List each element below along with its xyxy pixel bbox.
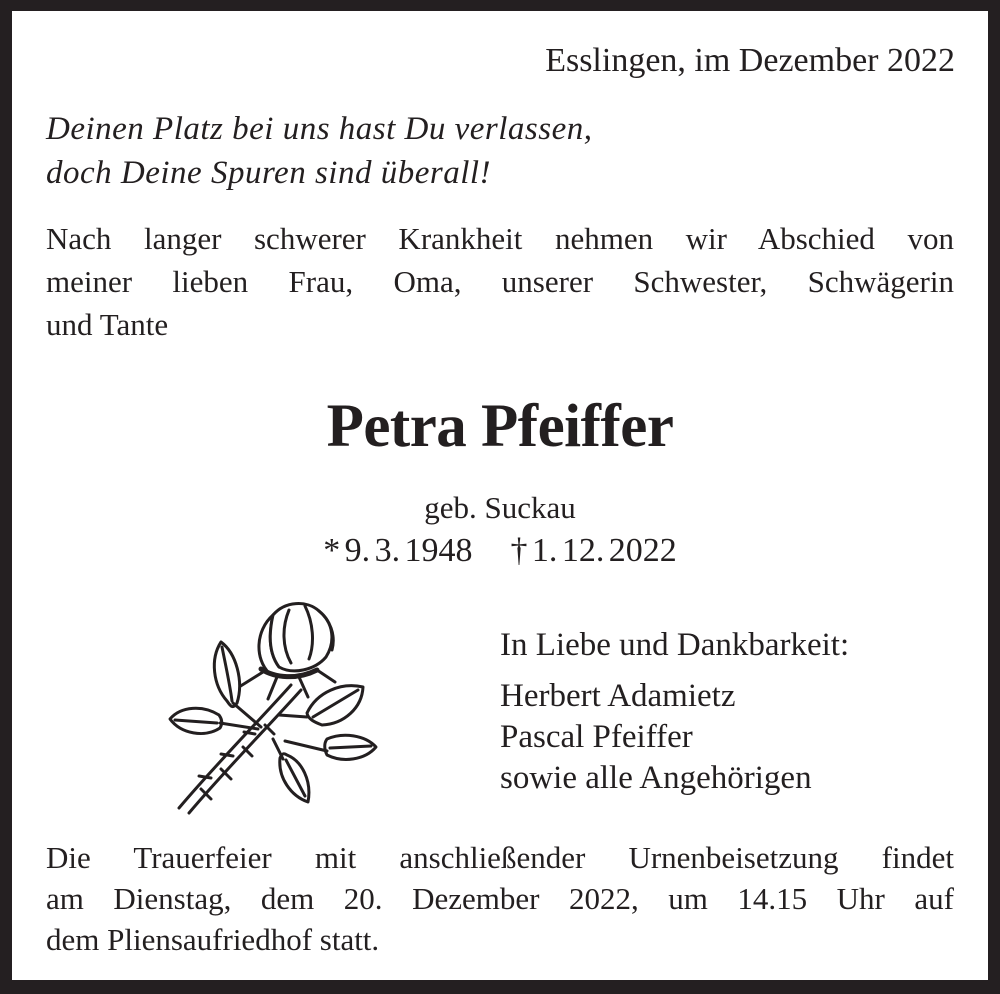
- funeral-line-3: dem Pliensaufriedhof statt.: [46, 922, 380, 957]
- announcement-paragraph: [46, 217, 954, 346]
- announcement-line-1: Nach langer schwerer Krankheit nehmen wir Abschied von: [46, 221, 954, 256]
- mourner-name-1: Herbert Adamietz: [500, 678, 736, 714]
- funeral-line-2: am Dienstag, dem 20. Dezember 2022, um 14.15 Uhr auf: [46, 881, 954, 916]
- epigraph-line-2: doch Deine Spuren sind überall!: [46, 155, 492, 191]
- mourners-list: [500, 676, 812, 799]
- maiden-name: geb. Suckau: [424, 490, 576, 525]
- announcement-line-2: meiner lieben Frau, Oma, unserer Schwester, Schwägerin: [46, 264, 954, 299]
- epigraph: [46, 107, 593, 195]
- life-dates: [12, 529, 988, 573]
- mourners-intro: In Liebe und Dankbarkeit:: [500, 627, 850, 663]
- death-date: † 1. 12. 2022: [510, 532, 677, 569]
- epigraph-line-1: Deinen Platz bei uns hast Du verlassen,: [46, 111, 593, 147]
- funeral-info-paragraph: [46, 837, 954, 960]
- dateline: Esslingen, im Dezember 2022: [545, 42, 955, 79]
- funeral-line-1: Die Trauerfeier mit anschließender Urnenbeisetzung findet: [46, 840, 954, 875]
- obituary-card: [12, 11, 988, 980]
- mourner-name-3: sowie alle Angehörigen: [500, 760, 812, 796]
- deceased-name: Petra Pfeiffer: [326, 393, 674, 460]
- announcement-line-3: und Tante: [46, 307, 169, 342]
- mourner-name-2: Pascal Pfeiffer: [500, 719, 693, 755]
- birth-date: * 9. 3. 1948: [323, 532, 473, 569]
- rose-icon: [165, 595, 395, 815]
